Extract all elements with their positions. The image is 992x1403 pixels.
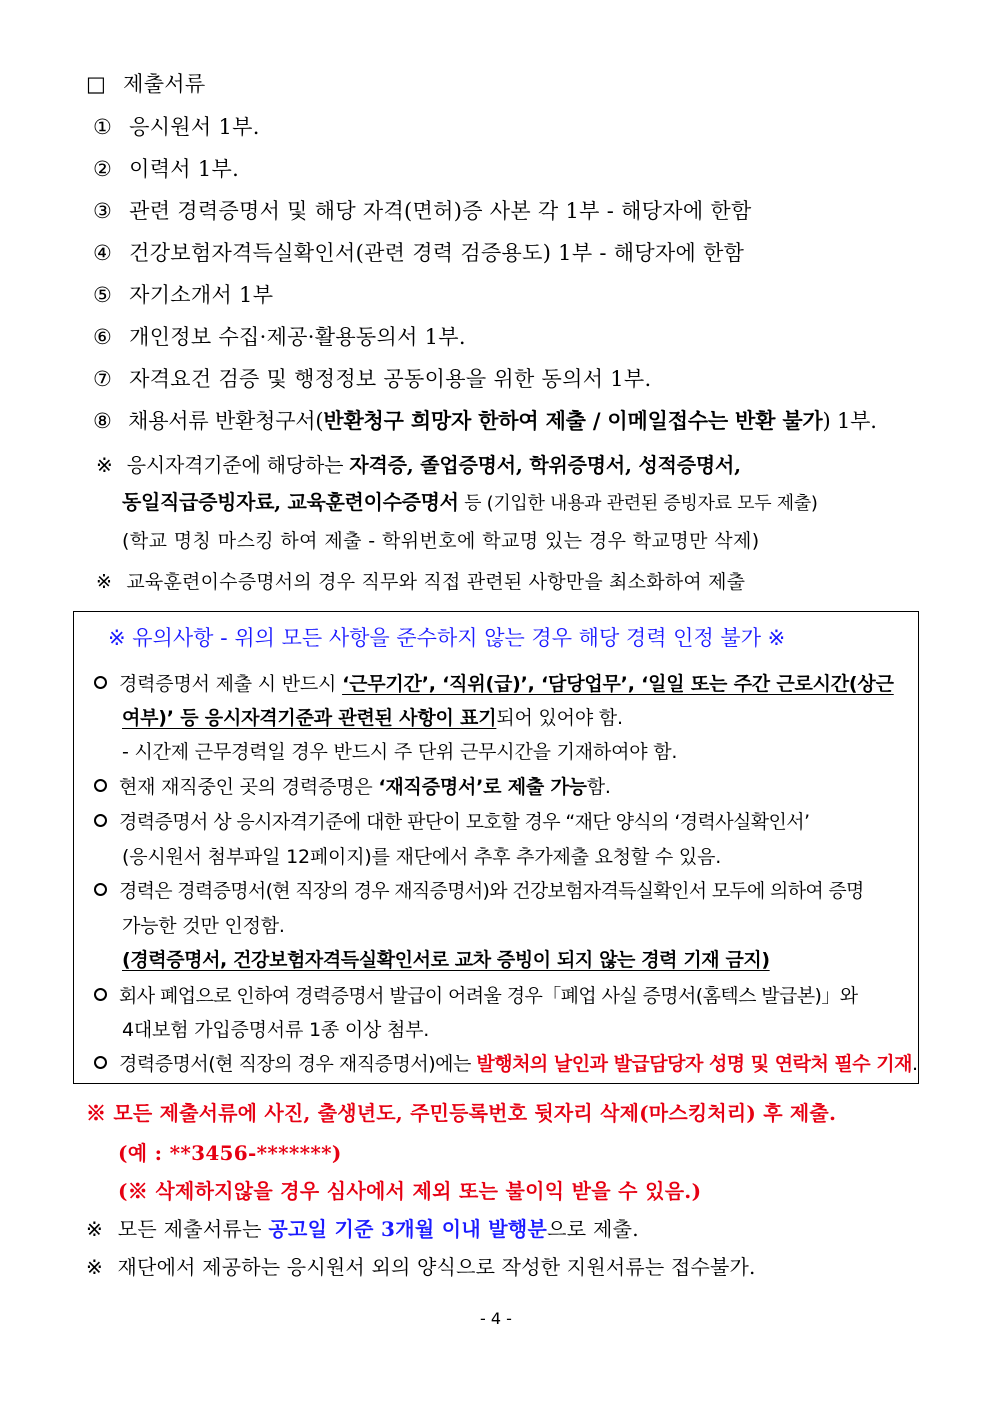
list-item — [93, 406, 877, 436]
note-text-bold: 동일직급증빙자료, 교육훈련이수증명서 — [122, 490, 459, 514]
item-text: 관련 경력증명서 및 해당 자격(면허)증 사본 각 1부 - 해당자에 한함 — [129, 199, 752, 223]
circle-bullet-icon — [94, 676, 107, 689]
item-text: 자격요건 검증 및 행정정보 공동이용을 위한 동의서 1부. — [129, 367, 652, 391]
note-text: 모든 제출서류는 — [117, 1217, 269, 1241]
list-item — [93, 364, 651, 394]
notice-text: 경력증명서 상 응시자격기준에 대한 판단이 모호할 경우 “재단 양식의 ‘경력사실확인서’ — [119, 811, 810, 833]
notice-subitem: - 시간제 근무경력일 경우 반드시 주 단위 근무시간을 기재하여야 함. — [122, 741, 678, 763]
notice-text: 4대보험 가입증명서류 1종 이상 첨부. — [122, 1019, 430, 1041]
notice-text-bold: (경력증명서, 건강보험자격득실확인서로 교차 증빙이 되지 않는 경력 기재 금지) — [122, 949, 770, 971]
item-text: 개인정보 수집·제공·활용동의서 1부. — [129, 325, 466, 349]
page-number: - 4 - — [480, 1309, 512, 1328]
note-line — [122, 526, 760, 556]
notice-text: 경력은 경력증명서(현 직장의 경우 재직증명서)와 건강보험자격득실확인서 모두에 의하여 증명 — [119, 880, 864, 902]
notice-text: 현재 재직중인 곳의 경력증명은 — [119, 776, 379, 798]
notice-text: 함. — [586, 776, 611, 798]
item-number: ⑧ — [93, 409, 112, 433]
warning-line: (예 : **3456-*******) — [118, 1141, 342, 1165]
notice-item — [94, 773, 611, 801]
notice-text: . — [911, 1053, 918, 1075]
note-mark: ※ — [96, 453, 113, 477]
note-text: 응시자격기준에 해당하는 — [126, 453, 350, 477]
note-mark: ※ — [86, 1255, 103, 1279]
item-text-post: ) 1부. — [822, 409, 877, 433]
item-number: ⑦ — [93, 367, 113, 391]
item-number: ② — [93, 157, 113, 181]
note-line — [96, 567, 745, 597]
list-item — [93, 238, 744, 268]
list-item — [93, 154, 239, 184]
item-text-bold: 반환청구 희망자 한하여 제출 / 이메일접수는 반환 불가 — [323, 408, 823, 433]
circle-bullet-icon — [94, 988, 107, 1001]
item-number: ① — [93, 115, 113, 139]
list-item — [93, 280, 273, 310]
item-text-pre: 채용서류 반환청구서( — [128, 409, 324, 433]
item-text: 이력서 1부. — [129, 157, 240, 181]
note-text: 교육훈련이수증명서의 경우 직무와 직접 관련된 사항만을 최소화하여 제출 — [126, 571, 746, 593]
notice-item — [122, 704, 623, 732]
note-text: 으로 제출. — [547, 1217, 639, 1241]
list-item — [93, 112, 260, 142]
list-item — [93, 196, 752, 226]
note-text: (학교 명칭 마스킹 하여 제출 - 학위번호에 학교명 있는 경우 학교명만 삭제) — [122, 530, 760, 552]
circle-bullet-icon — [94, 1056, 107, 1069]
circle-bullet-icon — [94, 814, 107, 827]
note-mark: ※ — [86, 1217, 104, 1241]
item-number: ⑤ — [93, 283, 113, 307]
item-text: 건강보험자격득실확인서(관련 경력 검증용도) 1부 - 해당자에 한함 — [129, 241, 745, 265]
notice-text-bold: ‘근무기간’, ‘직위(급)’, ‘담당업무’, ‘일일 또는 주간 근로시간(상근 — [342, 673, 894, 695]
notice-text: 경력증명서(현 직장의 경우 재직증명서)에는 — [119, 1053, 477, 1075]
section-checkbox-icon: □ — [86, 72, 107, 96]
final-note — [86, 1214, 639, 1244]
notice-item — [94, 982, 858, 1010]
item-number: ③ — [93, 199, 113, 223]
item-text: 자기소개서 1부 — [129, 283, 274, 307]
list-item — [93, 322, 466, 352]
note-text-blue: 공고일 기준 3개월 이내 발행분 — [268, 1217, 548, 1241]
notice-title: ※ 유의사항 - 위의 모든 사항을 준수하지 않는 경우 해당 경력 인정 불가 ※ — [108, 626, 786, 650]
warning-line: (※ 삭제하지않을 경우 심사에서 제외 또는 불이익 받을 수 있음.) — [118, 1179, 702, 1203]
note-text: 재단에서 제공하는 응시원서 외의 양식으로 작성한 지원서류는 접수불가. — [117, 1255, 756, 1279]
notice-text-red: 발행처의 날인과 발급담당자 성명 및 연락처 필수 기재 — [476, 1053, 912, 1075]
circle-bullet-icon — [94, 779, 107, 792]
note-mark: ※ — [96, 571, 113, 593]
warning-line: ※ 모든 제출서류에 사진, 출생년도, 주민등록번호 뒷자리 삭제(마스킹처리) 후 제출. — [86, 1101, 837, 1125]
notice-item — [94, 1050, 918, 1078]
notice-text: 되어 있어야 함. — [496, 707, 623, 729]
notice-text-bold: ‘재직증명서’로 제출 가능 — [378, 776, 587, 798]
notice-text: 회사 폐업으로 인하여 경력증명서 발급이 어려울 경우「폐업 사실 증명서(홈텍스 발급본)」와 — [119, 985, 858, 1007]
notice-text: 경력증명서 제출 시 반드시 — [119, 673, 343, 695]
section-heading — [86, 69, 205, 99]
note-text-bold: 자격증, 졸업증명서, 학위증명서, 성적증명서, — [349, 453, 741, 477]
notice-text-bold: 여부)’ 등 응시자격기준과 관련된 사항이 표기 — [122, 707, 497, 729]
section-title: 제출서류 — [123, 72, 206, 96]
notice-item — [94, 670, 894, 698]
notice-text: (응시원서 첨부파일 12페이지)를 재단에서 추후 추가제출 요청할 수 있음. — [122, 846, 722, 868]
item-text: 응시원서 1부. — [129, 115, 260, 139]
circle-bullet-icon — [94, 883, 107, 896]
notice-text: 가능한 것만 인정함. — [122, 915, 285, 937]
item-number: ④ — [93, 241, 113, 265]
note-line — [122, 487, 818, 519]
item-number: ⑥ — [93, 325, 113, 349]
final-note — [86, 1252, 756, 1282]
note-text: 등 (기입한 내용과 관련된 증빙자료 모두 제출) — [458, 493, 818, 514]
note-line — [96, 450, 741, 480]
notice-item — [94, 877, 864, 905]
notice-item — [94, 808, 809, 836]
